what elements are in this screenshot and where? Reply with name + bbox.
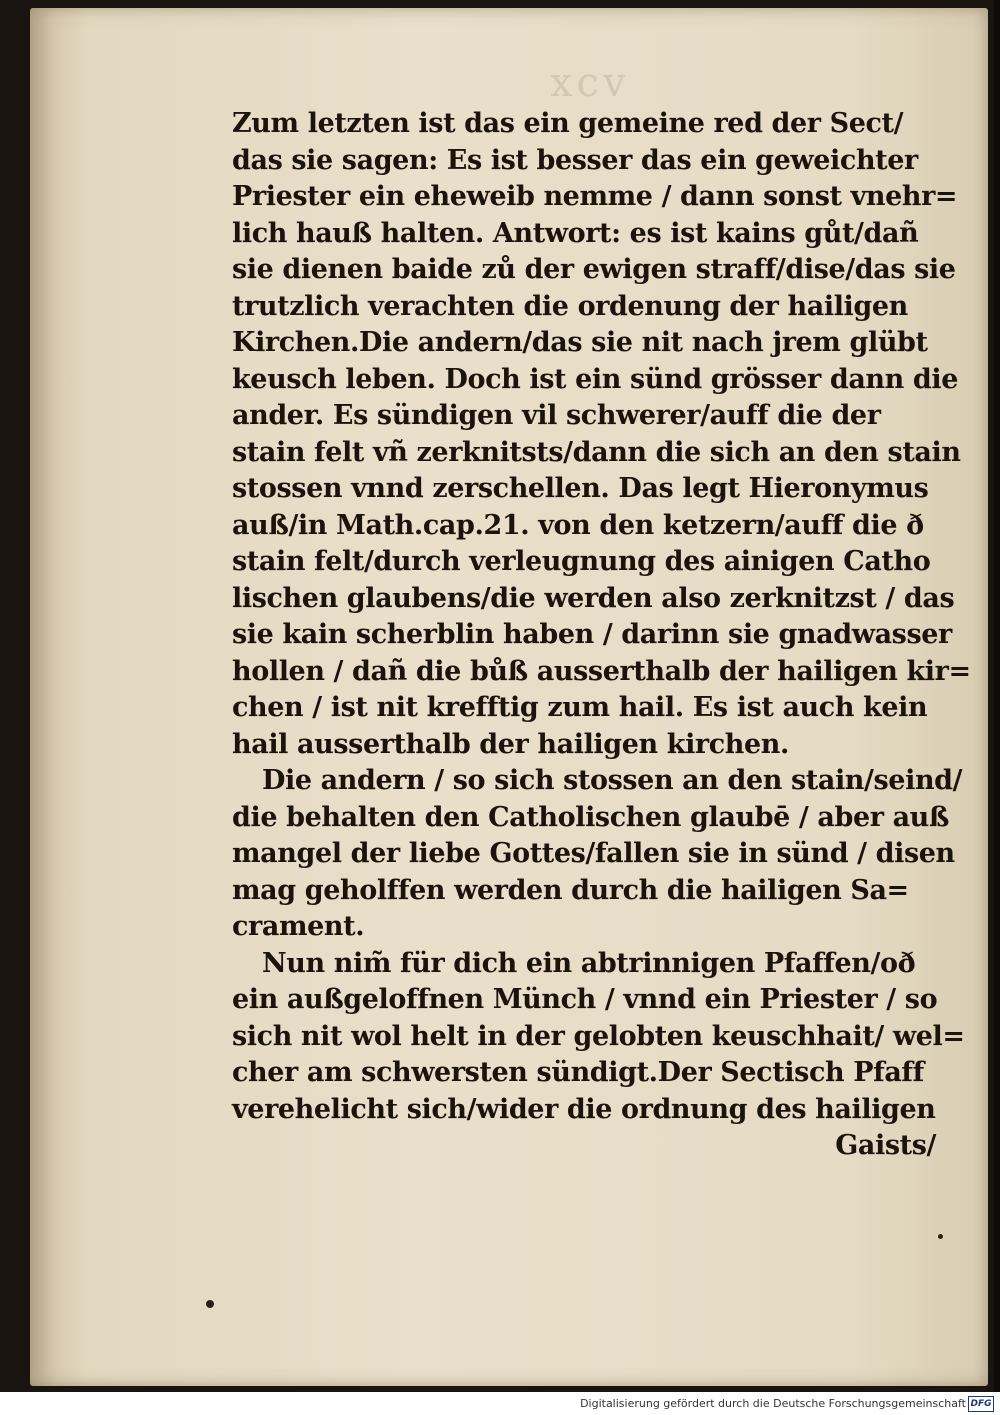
body-text xyxy=(232,106,971,1165)
text-line: hail ausserthalb der hailigen kirchen. xyxy=(232,728,790,760)
text-line: die behalten den Catholischen glaubē / aber auß xyxy=(232,801,950,833)
text-line: lischen glaubens/die werden also zerknitzst / das xyxy=(232,582,955,614)
text-line: das sie sagen: Es ist besser das ein geweichter xyxy=(232,144,918,176)
text-line: chen / ist nit krefftig zum hail. Es ist auch kein xyxy=(232,692,928,723)
footer xyxy=(0,1392,1000,1415)
text-line: Zum letzten ist das ein gemeine red der Sect/ xyxy=(232,108,904,139)
text-line: lich hauß halten. Antwort: es ist kains gůt/dañ xyxy=(232,217,919,249)
text-line: stain felt/durch verleugnung des ainigen Catho xyxy=(232,546,931,577)
text-line: sich nit wol helt in der gelobten keuschhait/ wel= xyxy=(232,1020,965,1052)
text-line: crament. xyxy=(232,911,365,942)
text-line: trutzlich verachten die ordenung der hailigen xyxy=(232,290,908,322)
catchword: Gaists/ xyxy=(835,1130,936,1161)
text-line: sie dienen baide zů der ewigen straff/dise/das sie xyxy=(232,254,956,285)
ink-speck xyxy=(938,1234,943,1239)
text-line: Kirchen.Die andern/das sie nit nach jrem glübt xyxy=(232,327,928,358)
text-line: Nun nim̃ für dich ein abtrinnigen Pfaffen/oð xyxy=(262,947,916,979)
text-line: mangel der liebe Gottes/fallen sie in sünd / disen xyxy=(232,838,955,869)
text-line: mag geholffen werden durch die hailigen Sa= xyxy=(232,874,909,906)
funding-credit: Digitalisierung gefördert durch die Deutsche Forschungsgemeinschaft xyxy=(580,1397,966,1410)
text-line: Priester ein eheweib nemme / dann sonst vnehr= xyxy=(232,181,958,212)
text-line: hollen / dañ die bůß ausserthalb der hailigen kir= xyxy=(232,655,971,687)
dfg-logo-icon: DFG xyxy=(968,1396,994,1412)
text-line: stain felt vñ zerknitsts/dann die sich an den stain xyxy=(232,436,961,468)
text-line: auß/in Math.cap.21. von den ketzern/auff die ð xyxy=(232,509,924,541)
text-line: Die andern / so sich stossen an den stain/seind/ xyxy=(262,765,963,796)
text-line: verehelicht sich/wider die ordnung des hailigen xyxy=(232,1093,936,1125)
bleed-through-mark: xcv xyxy=(550,60,630,106)
text-line: ander. Es sündigen vil schwerer/auff die der xyxy=(232,400,881,431)
scan-edge xyxy=(994,0,1000,1392)
text-line: keusch leben. Doch ist ein sünd grösser dann die xyxy=(232,363,959,395)
text-line: cher am schwersten sündigt.Der Sectisch Pfaff xyxy=(232,1057,924,1088)
ink-speck xyxy=(206,1300,214,1308)
text-line: stossen vnnd zerschellen. Das legt Hieronymus xyxy=(232,473,929,504)
text-line: sie kain scherblin haben / darinn sie gnadwasser xyxy=(232,619,952,650)
text-line: ein außgeloffnen Münch / vnnd ein Priester / so xyxy=(232,984,938,1015)
